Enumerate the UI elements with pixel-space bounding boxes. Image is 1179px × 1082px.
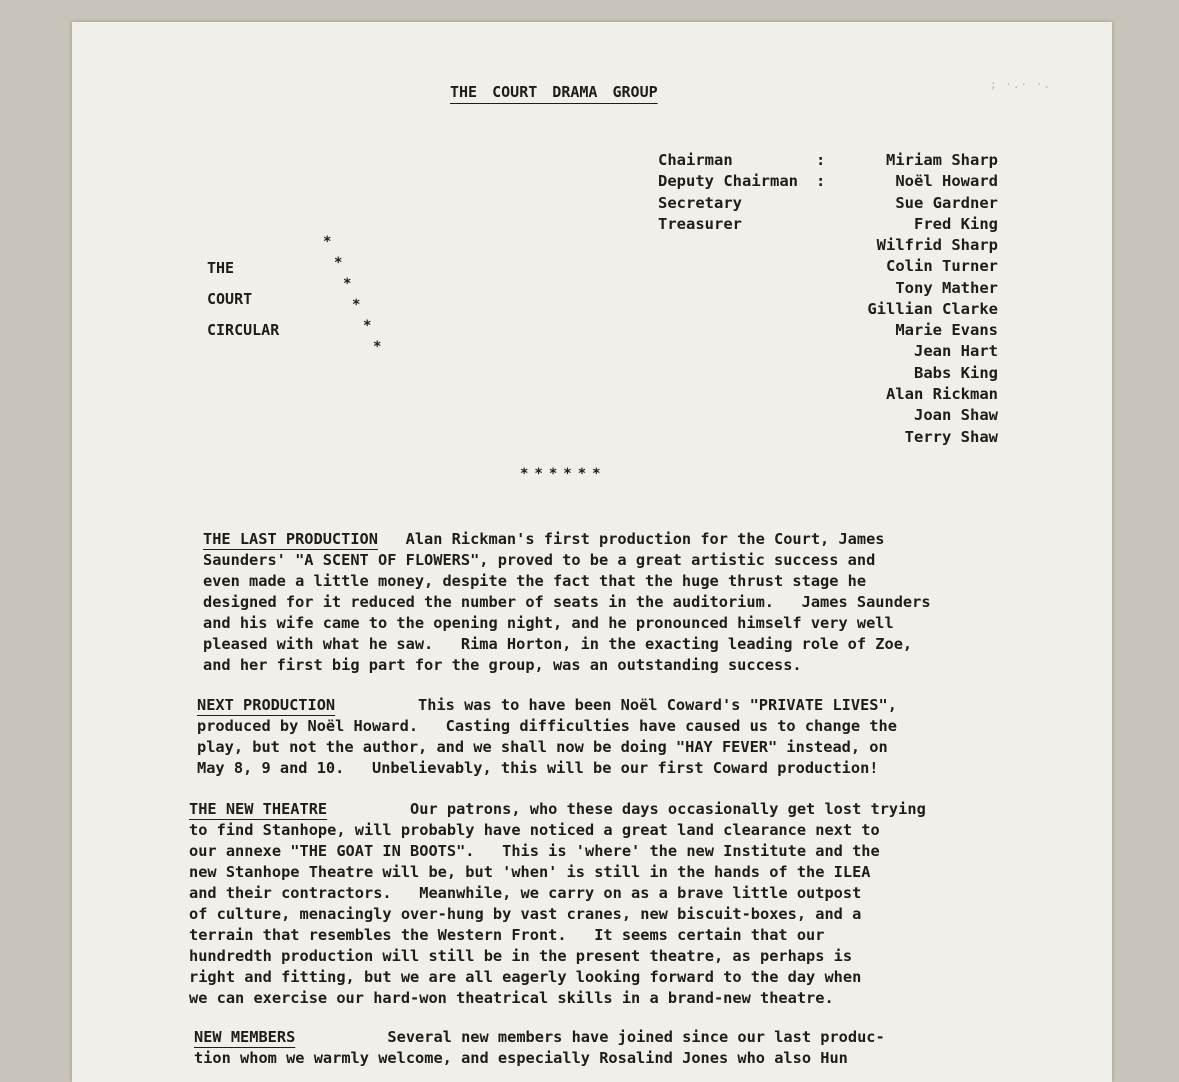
officer-colon: :	[816, 151, 826, 169]
section-line: tion whom we warmly welcome, and especially Rosalind Jones who also Hun	[194, 1049, 848, 1067]
section-line	[194, 1027, 885, 1048]
section-text: This was to have been Noël Coward's "PRIVATE LIVES",	[335, 696, 897, 714]
members-list	[820, 235, 998, 448]
star-decoration: *	[334, 255, 343, 271]
officer-row	[658, 171, 998, 192]
section-text: Several new members have joined since our last produc-	[295, 1028, 885, 1046]
officer-row	[658, 214, 998, 235]
officers-list	[658, 150, 998, 235]
section-text: Our patrons, who these days occasionally get lost trying	[327, 800, 926, 818]
section-new-theatre	[189, 799, 926, 1009]
officer-name: Noël Howard	[895, 172, 998, 191]
officer-name: Miriam Sharp	[886, 151, 998, 169]
member-name: Marie Evans	[895, 321, 998, 340]
section-line: we can exercise our hard-won theatrical skills in a brand-new theatre.	[189, 989, 834, 1007]
bleed-through-marks: ; ·.· ·.	[990, 78, 1051, 91]
star-decoration: *	[363, 318, 372, 334]
section-line: of culture, menacingly over-hung by vast cranes, new biscuit-boxes, and a	[189, 905, 862, 923]
section-heading: THE LAST PRODUCTION	[203, 530, 378, 548]
section-heading: THE NEW THEATRE	[189, 800, 328, 818]
section-line: May 8, 9 and 10. Unbelievably, this will be our first Coward production!	[197, 759, 879, 777]
section-line: even made a little money, despite the fact that the huge thrust stage he	[203, 572, 867, 590]
section-line	[189, 799, 926, 820]
section-line	[203, 529, 931, 550]
officer-colon	[816, 214, 842, 235]
member-name: Joan Shaw	[914, 406, 998, 425]
section-line: pleased with what he saw. Rima Horton, in the exacting leading role of Zoe,	[203, 635, 913, 653]
section-line: new Stanhope Theatre will be, but 'when' is still in the hands of the ILEA	[189, 863, 871, 881]
star-decoration: *	[323, 234, 332, 250]
officer-role: Deputy Chairman	[658, 172, 798, 191]
officer-row	[658, 193, 998, 214]
member-name: Tony Mather	[895, 278, 998, 297]
page-title: THE COURT DRAMA GROUP	[450, 83, 658, 101]
section-divider: ******	[520, 466, 607, 482]
section-line: terrain that resembles the Western Front. It seems certain that our	[189, 926, 825, 944]
section-new-members	[194, 1027, 885, 1069]
member-name: Gillian Clarke	[867, 299, 998, 318]
section-line: play, but not the author, and we shall now be doing "HAY FEVER" instead, on	[197, 738, 888, 756]
circular-word: CIRCULAR	[207, 321, 280, 339]
section-text: Alan Rickman's first production for the Court, James	[377, 530, 885, 548]
section-line: and her first big part for the group, was an outstanding success.	[203, 656, 802, 674]
section-line: hundredth production will still be in the present theatre, as perhaps is	[189, 947, 853, 965]
officer-colon	[816, 193, 842, 214]
section-line: and his wife came to the opening night, and he pronounced himself very well	[203, 614, 894, 632]
star-decoration: *	[352, 297, 361, 313]
section-line: produced by Noël Howard. Casting difficulties have caused us to change the	[197, 717, 897, 735]
officer-name: Sue Gardner	[895, 193, 998, 212]
section-line: our annexe "THE GOAT IN BOOTS". This is 'where' the new Institute and the	[189, 842, 880, 860]
member-name: Colin Turner	[886, 257, 998, 276]
member-name: Jean Hart	[914, 342, 998, 361]
circular-word: COURT	[207, 290, 253, 308]
officer-row	[658, 150, 998, 171]
officer-name: Fred King	[914, 214, 998, 233]
section-line: and their contractors. Meanwhile, we carry on as a brave little outpost	[189, 884, 862, 902]
officer-colon: :	[816, 172, 826, 191]
star-decoration: *	[343, 276, 352, 292]
court-circular-label	[207, 253, 279, 346]
circular-word: THE	[207, 259, 235, 277]
section-next-production	[197, 695, 897, 779]
member-name: Terry Shaw	[904, 427, 998, 446]
section-heading: NEXT PRODUCTION	[197, 696, 336, 714]
section-heading: NEW MEMBERS	[194, 1028, 296, 1046]
section-last-production	[203, 529, 931, 676]
section-line: to find Stanhope, will probably have noticed a great land clearance next to	[189, 821, 880, 839]
officer-role: Secretary	[658, 193, 742, 212]
section-line: Saunders' "A SCENT OF FLOWERS", proved to be a great artistic success and	[203, 551, 876, 569]
section-line	[197, 695, 897, 716]
section-line: right and fitting, but we are all eagerly looking forward to the day when	[189, 968, 862, 986]
member-name: Alan Rickman	[886, 385, 998, 404]
officer-role: Treasurer	[658, 214, 742, 233]
officer-role: Chairman	[658, 151, 733, 169]
member-name: Wilfrid Sharp	[876, 236, 998, 254]
member-name: Babs King	[914, 363, 998, 382]
section-line: designed for it reduced the number of seats in the auditorium. James Saunders	[203, 593, 931, 611]
star-decoration: *	[373, 339, 382, 355]
